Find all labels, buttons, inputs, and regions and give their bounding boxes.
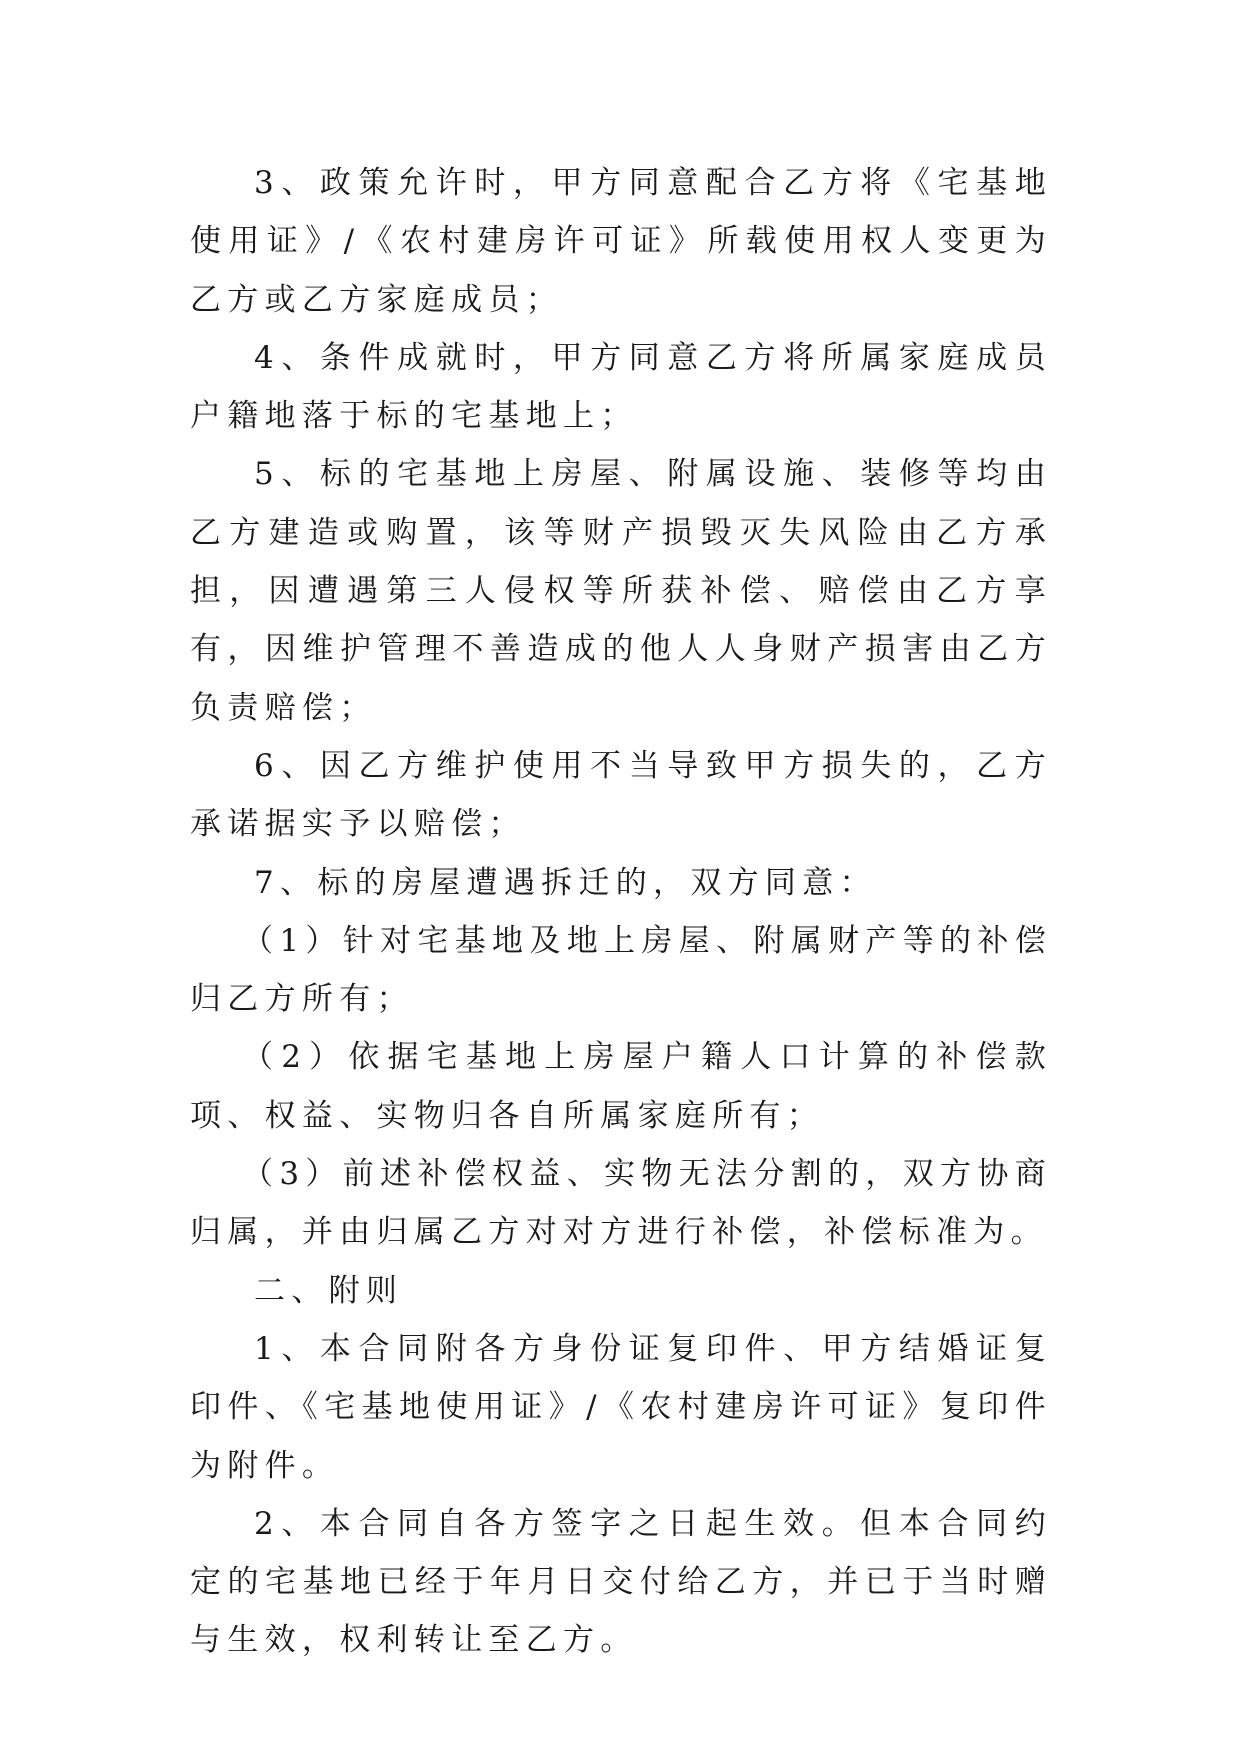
clause-3: 3、政策允许时，甲方同意配合乙方将《宅基地使用证》/《农村建房许可证》所载使用权人变更为乙方或乙方家庭成员； [190, 165, 1052, 318]
clause-4: 4、条件成就时，甲方同意乙方将所属家庭成员户籍地落于标的宅基地上； [190, 339, 1052, 435]
clause-6: 6、因乙方维护使用不当导致甲方损失的，乙方承诺据实予以赔偿； [190, 747, 1052, 843]
section-heading-appendix: 二、附则 [254, 1272, 404, 1309]
clause-7-item-1: （1）针对宅基地及地上房屋、附属财产等的补偿归乙方所有； [190, 922, 1052, 1018]
clause-7: 7、标的房屋遭遇拆迁的，双方同意： [254, 864, 877, 901]
appendix-clause-2: 2、本合同自各方签字之日起生效。但本合同约定的宅基地已经于年月日交付给乙方，并已于当时赠与生效，权利转让至乙方。 [190, 1505, 1052, 1659]
clause-7-item-2: （2）依据宅基地上房屋户籍人口计算的补偿款项、权益、实物归各自所属家庭所有； [190, 1039, 1052, 1134]
appendix-clause-1: 1、本合同附各方身份证复印件、甲方结婚证复印件、《宅基地使用证》/《农村建房许可证》复印件为附件。 [190, 1330, 1052, 1484]
document-body [190, 154, 1052, 1670]
clause-5: 5、标的宅基地上房屋、附属设施、装修等均由乙方建造或购置，该等财产损毁灭失风险由乙方承担，因遭遇第三人侵权等所获补偿、赔偿由乙方享有，因维护管理不善造成的他人人身财产损害由乙方负责赔偿； [190, 456, 1052, 726]
clause-7-item-3: （3）前述补偿权益、实物无法分割的，双方协商归属，并由归属乙方对对方进行补偿，补偿标准为。 [190, 1156, 1052, 1251]
